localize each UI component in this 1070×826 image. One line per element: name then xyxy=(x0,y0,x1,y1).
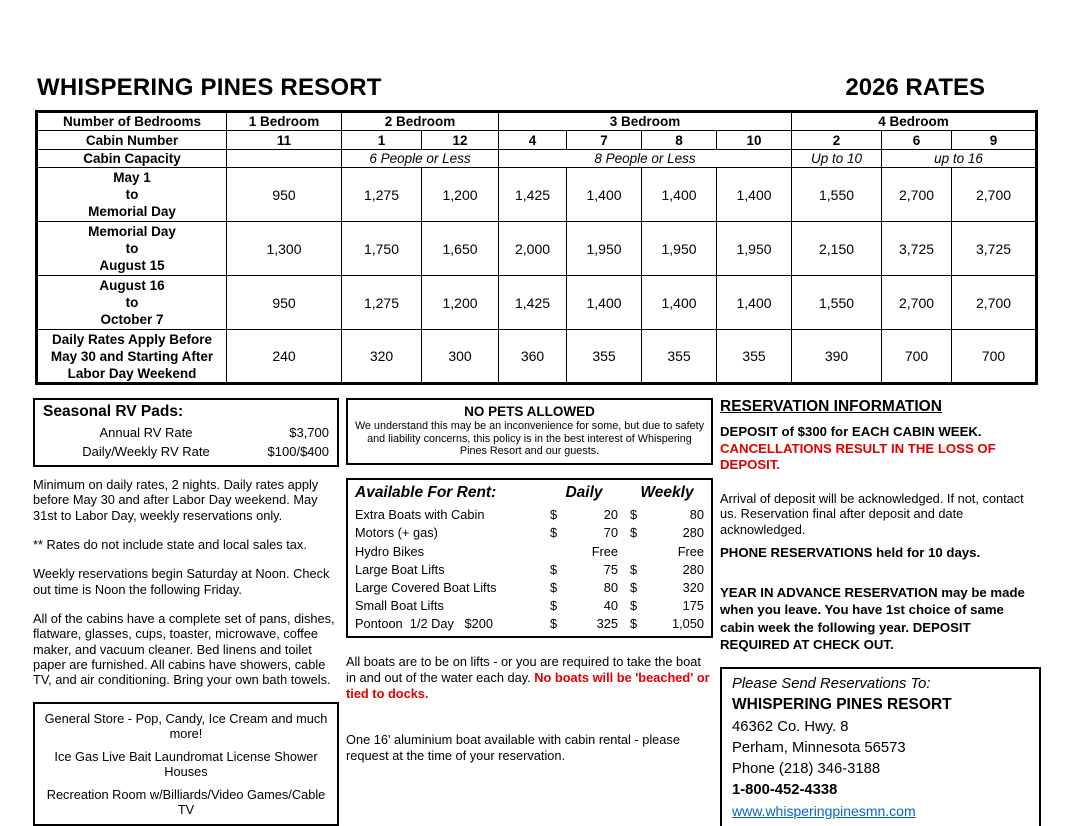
period-cell xyxy=(37,276,227,330)
website-link-row xyxy=(732,803,1029,819)
rate-cell: 1,750 xyxy=(342,222,422,276)
cabin-number-cell: 8 xyxy=(642,131,717,150)
rv-rate-value: $100/$400 xyxy=(267,444,329,459)
note-paragraph: ** Rates do not include state and local sales tax. xyxy=(33,537,307,553)
masthead xyxy=(37,74,985,102)
rate-cell: 2,700 xyxy=(952,168,1037,222)
rental-row xyxy=(355,616,704,631)
rental-weekly-value: Free xyxy=(677,543,704,559)
rate-cell: 2,000 xyxy=(499,222,567,276)
deposit-line: DEPOSIT of $300 for EACH CABIN WEEK. xyxy=(720,424,982,439)
send-to-address2: Perham, Minnesota 56573 xyxy=(732,739,906,756)
no-pets-box xyxy=(346,398,713,465)
cabin-number-cell: 2 xyxy=(792,131,882,150)
rental-daily-sign: $ xyxy=(550,598,558,614)
cabin-number-cell: 4 xyxy=(499,131,567,150)
capacity-cell: up to 16 xyxy=(882,150,1037,168)
rate-cell: 355 xyxy=(567,330,642,384)
rv-pads-rows xyxy=(43,425,329,459)
rental-daily-sign xyxy=(550,544,566,559)
rate-cell: 1,300 xyxy=(227,222,342,276)
middle-column xyxy=(346,398,713,826)
left-column xyxy=(33,398,339,826)
rate-cell: 2,700 xyxy=(952,276,1037,330)
rate-cell: 355 xyxy=(717,330,792,384)
period-line: October 7 xyxy=(100,312,164,327)
rental-daily-sign: $ xyxy=(550,507,558,523)
rate-row xyxy=(37,330,1037,384)
rental-name: Small Boat Lifts xyxy=(355,598,444,614)
rental-row xyxy=(355,598,704,613)
rate-cell: 2,700 xyxy=(882,276,952,330)
row-label-capacity: Cabin Capacity xyxy=(37,150,227,168)
period-line: Memorial Day xyxy=(88,224,176,239)
rental-weekly-value: 280 xyxy=(682,561,704,577)
rates-year-title: 2026 RATES xyxy=(845,74,985,101)
rate-cell: 320 xyxy=(342,330,422,384)
rental-daily-value: 70 xyxy=(603,525,618,541)
period-line: August 16 xyxy=(99,278,165,293)
rate-cell: 1,400 xyxy=(717,276,792,330)
rate-cell: 1,950 xyxy=(567,222,642,276)
rental-weekly-sign: $ xyxy=(630,598,638,614)
rental-weekly-value: 175 xyxy=(682,598,704,614)
rate-cell: 1,400 xyxy=(567,168,642,222)
rental-row xyxy=(355,544,704,559)
boat-note: One 16' aluminium boat available with cabin rental - please request at the time of your reservation. xyxy=(346,732,680,764)
rate-cell: 300 xyxy=(422,330,499,384)
rentals-title: Available For Rent: xyxy=(355,484,497,502)
general-store-box xyxy=(33,702,339,826)
rv-rate-row xyxy=(43,425,329,440)
rv-rate-row xyxy=(43,444,329,459)
capacity-cell: 6 People or Less xyxy=(342,150,499,168)
general-store-line: Recreation Room w/Billiards/Video Games/Cable TV xyxy=(46,786,326,817)
rv-rate-label: Daily/Weekly RV Rate xyxy=(82,444,210,459)
cabin-capacity-row xyxy=(37,150,1037,168)
rate-cell: 1,400 xyxy=(642,168,717,222)
rental-daily-sign: $ xyxy=(550,525,558,541)
rental-name: Motors (+ gas) xyxy=(355,525,438,541)
phone-hold-line: PHONE RESERVATIONS held for 10 days. xyxy=(720,545,981,561)
rate-row xyxy=(37,168,1037,222)
rental-daily-value: Free xyxy=(591,543,618,559)
rental-daily-value: 80 xyxy=(603,579,618,595)
reservation-info-title: RESERVATION INFORMATION xyxy=(720,398,942,415)
cabin-number-cell: 12 xyxy=(422,131,499,150)
capacity-cell: 8 People or Less xyxy=(499,150,792,168)
rate-cell: 1,550 xyxy=(792,168,882,222)
cabin-number-row xyxy=(37,131,1037,150)
cabin-number-cell: 10 xyxy=(717,131,792,150)
period-line: Memorial Day xyxy=(88,204,176,219)
boat-rules xyxy=(346,654,713,702)
rental-name: Hydro Bikes xyxy=(355,543,424,559)
rental-row xyxy=(355,562,704,577)
rate-cell: 700 xyxy=(952,330,1037,384)
rv-pads-title: Seasonal RV Pads: xyxy=(43,403,184,420)
rate-cell: 240 xyxy=(227,330,342,384)
resort-title: WHISPERING PINES RESORT xyxy=(37,74,382,101)
right-column xyxy=(720,398,1041,826)
period-cell xyxy=(37,222,227,276)
capacity-cell: Up to 10 xyxy=(792,150,882,168)
rental-weekly-value: 1,050 xyxy=(671,616,704,632)
rate-cell: 390 xyxy=(792,330,882,384)
period-line: August 15 xyxy=(99,258,165,273)
rate-row xyxy=(37,276,1037,330)
rate-cell: 2,150 xyxy=(792,222,882,276)
send-to-intro: Please Send Reservations To: xyxy=(732,675,931,692)
rentals-rows xyxy=(355,507,704,631)
note-paragraph: Minimum on daily rates, 2 nights. Daily rates apply before May 30 and after Labor Day weekend. May 31st to Labor Day, weekly reservations only. xyxy=(33,477,319,523)
rate-cell: 355 xyxy=(642,330,717,384)
rental-daily-value: 40 xyxy=(603,598,618,614)
rental-weekly-value: 80 xyxy=(689,507,704,523)
general-store-line: General Store - Pop, Candy, Ice Cream and much more! xyxy=(44,710,328,741)
general-store-line: Ice Gas Live Bait Laundromat License Shower Houses xyxy=(54,748,318,779)
rate-cell: 950 xyxy=(227,276,342,330)
rate-cell: 1,275 xyxy=(342,276,422,330)
rentals-table xyxy=(346,478,713,638)
rental-row xyxy=(355,580,704,595)
advance-reservation-note: YEAR IN ADVANCE RESERVATION may be made when you leave. You have 1st choice of same cabin week the following year. DEPOSIT REQUIRED AT CHECK OUT. xyxy=(720,585,1025,652)
cabin-number-cell: 11 xyxy=(227,131,342,150)
rentals-col-daily: Daily xyxy=(565,484,603,502)
address-box xyxy=(720,667,1041,826)
row-label-cabin-number: Cabin Number xyxy=(37,131,227,150)
cabin-number-cell: 1 xyxy=(342,131,422,150)
bedroom-group-header: 4 Bedroom xyxy=(792,112,1037,131)
rate-cell: 1,200 xyxy=(422,276,499,330)
rental-weekly-value: 320 xyxy=(682,579,704,595)
rv-rate-label: Annual RV Rate xyxy=(99,425,193,440)
rate-notes xyxy=(33,477,339,688)
arrival-note: Arrival of deposit will be acknowledged. If not, contact us. Reservation final after deposit and date acknowledged. xyxy=(720,490,1024,537)
rental-weekly-sign: $ xyxy=(630,579,638,595)
rental-daily-sign: $ xyxy=(550,616,558,632)
bedroom-group-header: 1 Bedroom xyxy=(227,112,342,131)
rate-cell: 3,725 xyxy=(882,222,952,276)
no-pets-body: We understand this may be an inconvenience for some, but due to safety and liability concerns, this policy is in the best interest of Whispering Pines Resort and our guests. xyxy=(354,420,705,458)
cabin-number-cell: 9 xyxy=(952,131,1037,150)
rental-daily-sign: $ xyxy=(550,561,558,577)
period-line: to xyxy=(125,241,139,256)
period-cell xyxy=(37,330,227,384)
rate-row xyxy=(37,222,1037,276)
rental-row xyxy=(355,525,704,540)
rates-table-body xyxy=(37,112,1037,384)
period-line: to xyxy=(125,187,139,202)
rate-cell: 1,950 xyxy=(717,222,792,276)
website-link[interactable]: www.whisperingpinesmn.com xyxy=(732,802,916,819)
rate-cell: 700 xyxy=(882,330,952,384)
rental-weekly-sign: $ xyxy=(630,525,638,541)
cancellation-line: CANCELLATIONS RESULT IN THE LOSS OF DEPOSIT. xyxy=(720,440,996,472)
rate-cell: 1,550 xyxy=(792,276,882,330)
bedroom-group-header: 3 Bedroom xyxy=(499,112,792,131)
rate-cell: 1,650 xyxy=(422,222,499,276)
rate-cell: 1,400 xyxy=(567,276,642,330)
rental-weekly-sign: $ xyxy=(630,507,638,523)
period-cell xyxy=(37,168,227,222)
period-line: to xyxy=(125,295,139,310)
boat-rules-text: All boats are to be on lifts - or you are required to take the boat in and out of the water each day. xyxy=(346,654,701,686)
boat-rules-warning: No boats will be 'beached' or tied to docks. xyxy=(346,670,710,702)
rate-cell: 360 xyxy=(499,330,567,384)
period-line: May 1 xyxy=(113,170,151,185)
period-line: Daily Rates Apply Before xyxy=(51,331,213,347)
cabin-number-cell: 7 xyxy=(567,131,642,150)
rentals-col-weekly: Weekly xyxy=(640,484,694,502)
bedroom-group-row xyxy=(37,112,1037,131)
rate-cell: 2,700 xyxy=(882,168,952,222)
rate-cell: 1,425 xyxy=(499,168,567,222)
send-to-name: WHISPERING PINES RESORT xyxy=(732,695,952,713)
rentals-header xyxy=(355,484,704,502)
rental-weekly-sign: $ xyxy=(630,561,638,577)
send-to-phone: Phone (218) 346-3188 xyxy=(732,760,881,777)
rental-weekly-value: 280 xyxy=(682,525,704,541)
rental-name: Large Boat Lifts xyxy=(355,561,445,577)
send-to-address1: 46362 Co. Hwy. 8 xyxy=(732,718,849,735)
note-paragraph: Weekly reservations begin Saturday at Noon. Check out time is Noon the following Friday. xyxy=(33,566,330,597)
rv-pads-box xyxy=(33,398,339,467)
rental-daily-value: 325 xyxy=(596,616,618,632)
rate-cell: 1,950 xyxy=(642,222,717,276)
no-pets-title: NO PETS ALLOWED xyxy=(464,404,595,419)
rental-name: Pontoon 1/2 Day $200 xyxy=(355,616,494,632)
rate-cell: 950 xyxy=(227,168,342,222)
rental-weekly-sign xyxy=(630,544,646,559)
lower-section xyxy=(33,398,1041,826)
capacity-cell xyxy=(227,150,342,168)
bedroom-group-header: 2 Bedroom xyxy=(342,112,499,131)
rental-name: Extra Boats with Cabin xyxy=(355,507,485,523)
rv-rate-value: $3,700 xyxy=(289,425,329,440)
rate-cell: 3,725 xyxy=(952,222,1037,276)
note-paragraph: All of the cabins have a complete set of pans, dishes, flatware, glasses, cups, toaster, microwave, coffee maker, and vacuum cleaner. Bed linens and toilet paper are furnished. All cabins have showers, cable TV, and air conditioning. Bring your own bath towels. xyxy=(33,611,335,688)
rental-row xyxy=(355,507,704,522)
rental-daily-sign: $ xyxy=(550,579,558,595)
rate-cell: 1,200 xyxy=(422,168,499,222)
rental-daily-value: 75 xyxy=(603,561,618,577)
period-line: May 30 and Starting After xyxy=(50,348,214,364)
period-line: Labor Day Weekend xyxy=(67,365,197,381)
rate-cell: 1,400 xyxy=(717,168,792,222)
rate-cell: 1,425 xyxy=(499,276,567,330)
rental-daily-value: 20 xyxy=(603,507,618,523)
cabin-number-cell: 6 xyxy=(882,131,952,150)
send-to-tollfree: 1-800-452-4338 xyxy=(732,781,838,798)
rates-table xyxy=(35,110,1038,385)
row-label-bedrooms: Number of Bedrooms xyxy=(37,112,227,131)
rate-cell: 1,275 xyxy=(342,168,422,222)
rate-cell: 1,400 xyxy=(642,276,717,330)
rental-name: Large Covered Boat Lifts xyxy=(355,579,497,595)
rental-weekly-sign: $ xyxy=(630,616,638,632)
